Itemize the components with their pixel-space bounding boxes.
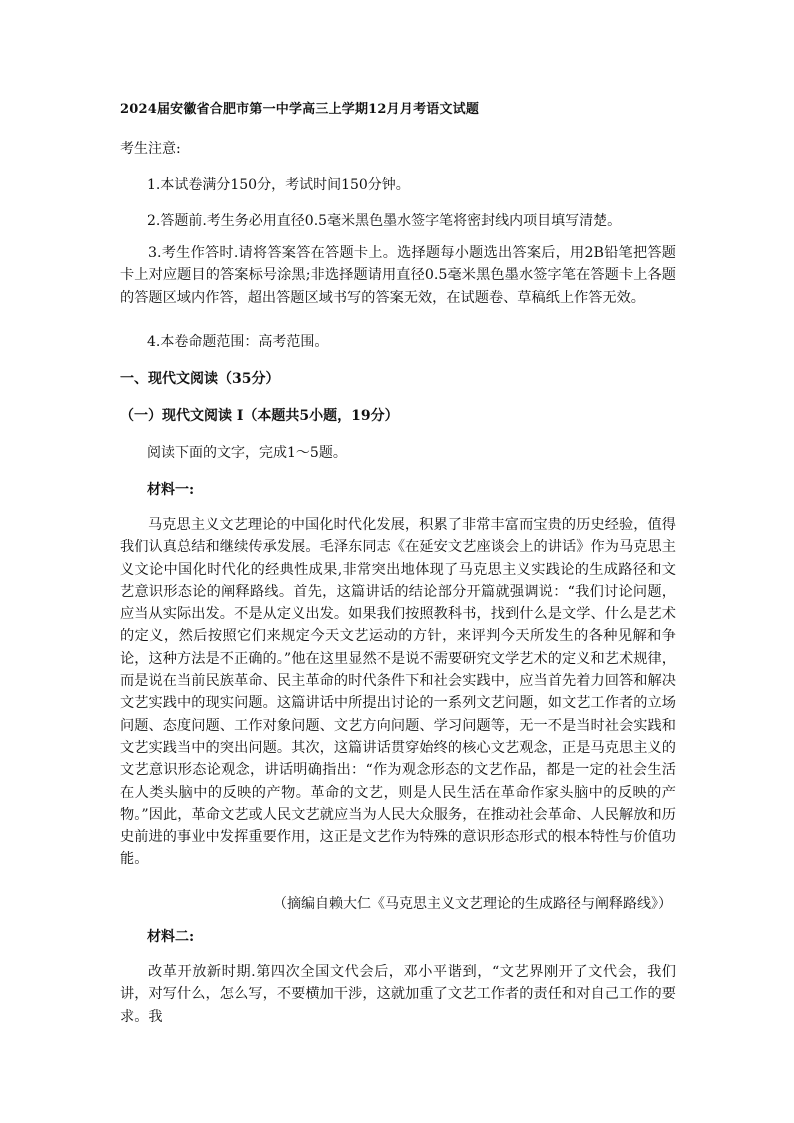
page-title: 2024届安徽省合肥市第一中学高三上学期12月月考语文试题 — [120, 102, 480, 117]
notice-item-2: 2.答题前.考生务必用直径0.5毫米黑色墨水签字笔将密封线内项目填写清楚。 — [147, 213, 622, 229]
instruction-text: 阅读下面的文字，完成1～5题。 — [147, 445, 347, 461]
notice-item-3: 3.考生作答时.请将答案答在答题卡上。选择题每小题选出答案后，用2B铅笔把答题卡上对应题目的答案标号涂黑;非选择题请用直径0.5毫米黑色墨水签字笔在答题卡上各题的答题区域内作答，超出答题区域书写的答案无效，在试题卷、草稿纸上作答无效。 — [120, 245, 676, 306]
material-2-text: 改革开放新时期.第四次全国文代会后，邓小平谐到，“文艺界刚开了文代会，我们讲，对写什么，怎么写，不要横加干涉，这就加重了文艺工作者的责任和对自己工作的要求。我 — [120, 964, 676, 1025]
notice-heading: 考生注意: — [120, 141, 181, 157]
notice-item-4: 4.本卷命题范围：高考范围。 — [147, 334, 329, 350]
material-1-source: （摘编自赖大仁《马克思主义文艺理论的生成路径与阐释路线》） — [273, 896, 672, 912]
material-2-label: 材料二: — [147, 929, 195, 945]
material-1-label: 材料一: — [147, 482, 195, 498]
section-heading: 一、现代文阅读（35分） — [120, 371, 280, 387]
notice-item-1: 1.本试卷满分150分，考试时间150分钟。 — [147, 177, 410, 193]
material-1-text: 马克思主义文艺理论的中国化时代化发展，积累了非常丰富而宝贵的历史经验，值得我们认真总结和继续传承发展。毛泽东同志《在延安文艺座谈会上的讲话》作为马克思主义文论中国化时代化的经典性成果,非常突出地体现了马克思主义实践论的生成路径和文艺意识形态论的阐释路线。首先，这篇讲话的结论部分开篇就强调说：“我们讨论问题，应当从实际出发。不是从定义出发。如果我们按照教科书，找到什么是文学、什么是艺术的定义，然后按照它们来规定今天文艺运动的方针，来评判今天所发生的各种见解和争论，这种方法是不正确的。”他在这里显然不是说不需要研究文学艺术的定义和艺术规律，而是说在当前民族革命、民主革命的时代条件下和社会实践中，应当首先着力回答和解决文艺实践中的现实问题。这篇讲话中所提出讨论的一系列文艺问题，如文艺工作者的立场问题、态度问题、工作对象问题、文艺方向问题、学习问题等，无一不是当时社会实践和文艺实践当中的突出问题。其次，这篇讲话贯穿始终的核心文艺观念，正是马克思主义的文艺意识形态论观念，讲话明确指出：“作为观念形态的文艺作品，都是一定的社会生活在人类头脑中的反映的产物。革命的文艺，则是人民生活在革命作家头脑中的反映的产物。”因此，革命文艺或人民文艺就应当为人民大众服务，在推动社会革命、人民解放和历史前进的事业中发挥重要作用，这正是文艺作为特殊的意识形态形式的根本特性与价值功能。 — [120, 517, 676, 868]
subsection-heading: （一）现代文阅读 I（本题共5小题，19分） — [120, 408, 399, 424]
